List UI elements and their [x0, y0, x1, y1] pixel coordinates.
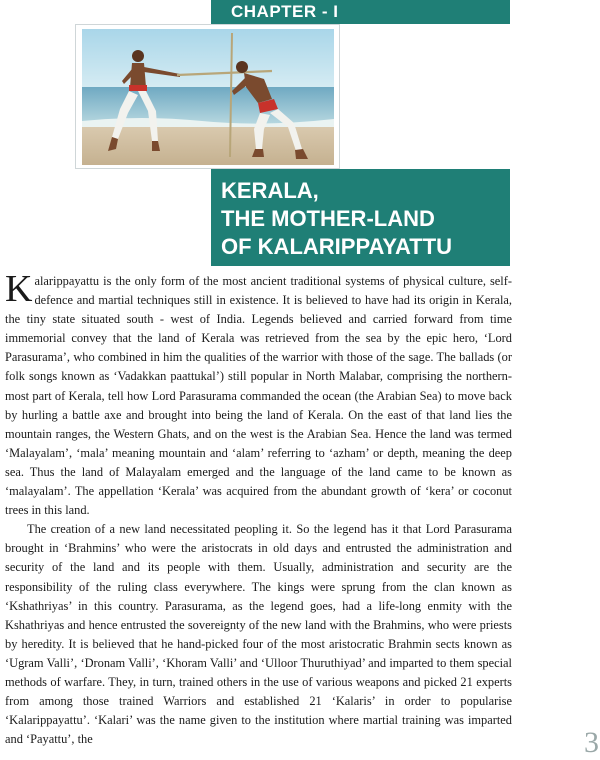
body-paragraph-2 [5, 520, 512, 749]
chapter-photo-frame [75, 24, 340, 169]
chapter-title-line-2: THE MOTHER-LAND [221, 206, 435, 231]
chapter-body-text [5, 268, 512, 749]
chapter-title-box [211, 169, 510, 266]
chapter-title-line-3: OF KALARIPPAYATTU [221, 234, 453, 259]
drop-cap-letter: K [5, 268, 33, 310]
kalari-fighters-beach-photo [82, 29, 334, 165]
chapter-heading-bar [211, 0, 510, 24]
paragraph-1-text: alarippayattu is the only form of the most ancient traditional systems of physical culture, self-defence and martial techniques still in existence. It is believed to have had its origin in Kerala, the tiny state situated south - west of India. Legends believed and carried forward from time immemorial convey that the land of Kerala was retrieved from the sea by the epic hero, ‘Lord Parasurama’, who combined in him the qualities of the warrior with those of the sage. The ballads (or folk songs known as ‘Vadakkan paattukal’) still popular in North Malabar, comprising the northern-most part of Kerala, tell how Lord Parasurama commanded the ocean (the Arabian Sea) to move back by hurling a battle axe and brought into being the land of Kerala. On the east of that land lies the mountain ranges, the Western Ghats, and on the west is the Arabian Sea. Hence the land was termed ‘Malayalam’, ‘mala’ meaning mountain and ‘alam’ referring to ‘azham’ or depth, meaning the deep sea. Thus the land of Malayalam emerged and the language of the land came to be known as ‘malayalam’. The appellation ‘Kerala’ was acquired from the abundant growth of ‘kera’ or coconut trees in this land. [5, 274, 512, 518]
chapter-title-line-1: KERALA, [221, 178, 319, 203]
body-paragraph-1 [5, 268, 512, 520]
chapter-label: CHAPTER - I [231, 2, 339, 21]
paragraph-2-text: The creation of a new land necessitated peopling it. So the legend has it that Lord Parasurama brought in ‘Brahmins’ who were the aristocrats in old days and entrusted the administration and security of the land and its people with them. Usually, administration and security are the responsibility of the ruling class everywhere. The kings were sprung from the clan known as ‘Kshathriyas’ in this country. Parasurama, as the legend goes, had a life-long enmity with the Kshathriyas and hence entrusted the sovereignty of the new land with the Brahmins, who were priests by heredity. It is believed that he hand-picked four of the most aristocratic Brahmin sects known as ‘Ugram Valli’, ‘Dronam Valli’, ‘Khoram Valli’ and ‘Ulloor Thuruthiyad’ and imparted to them special methods of warfare. They, in turn, trained others in the use of various weapons and picked 21 experts from among those trained Warriors and established 21 ‘Kalaris’ in order to popularise ‘Kalarippayattu’. ‘Kalari’ was the name given to the institution where martial training was imparted and ‘Payattu’, the [5, 522, 512, 747]
page-number: 3 [584, 726, 599, 759]
